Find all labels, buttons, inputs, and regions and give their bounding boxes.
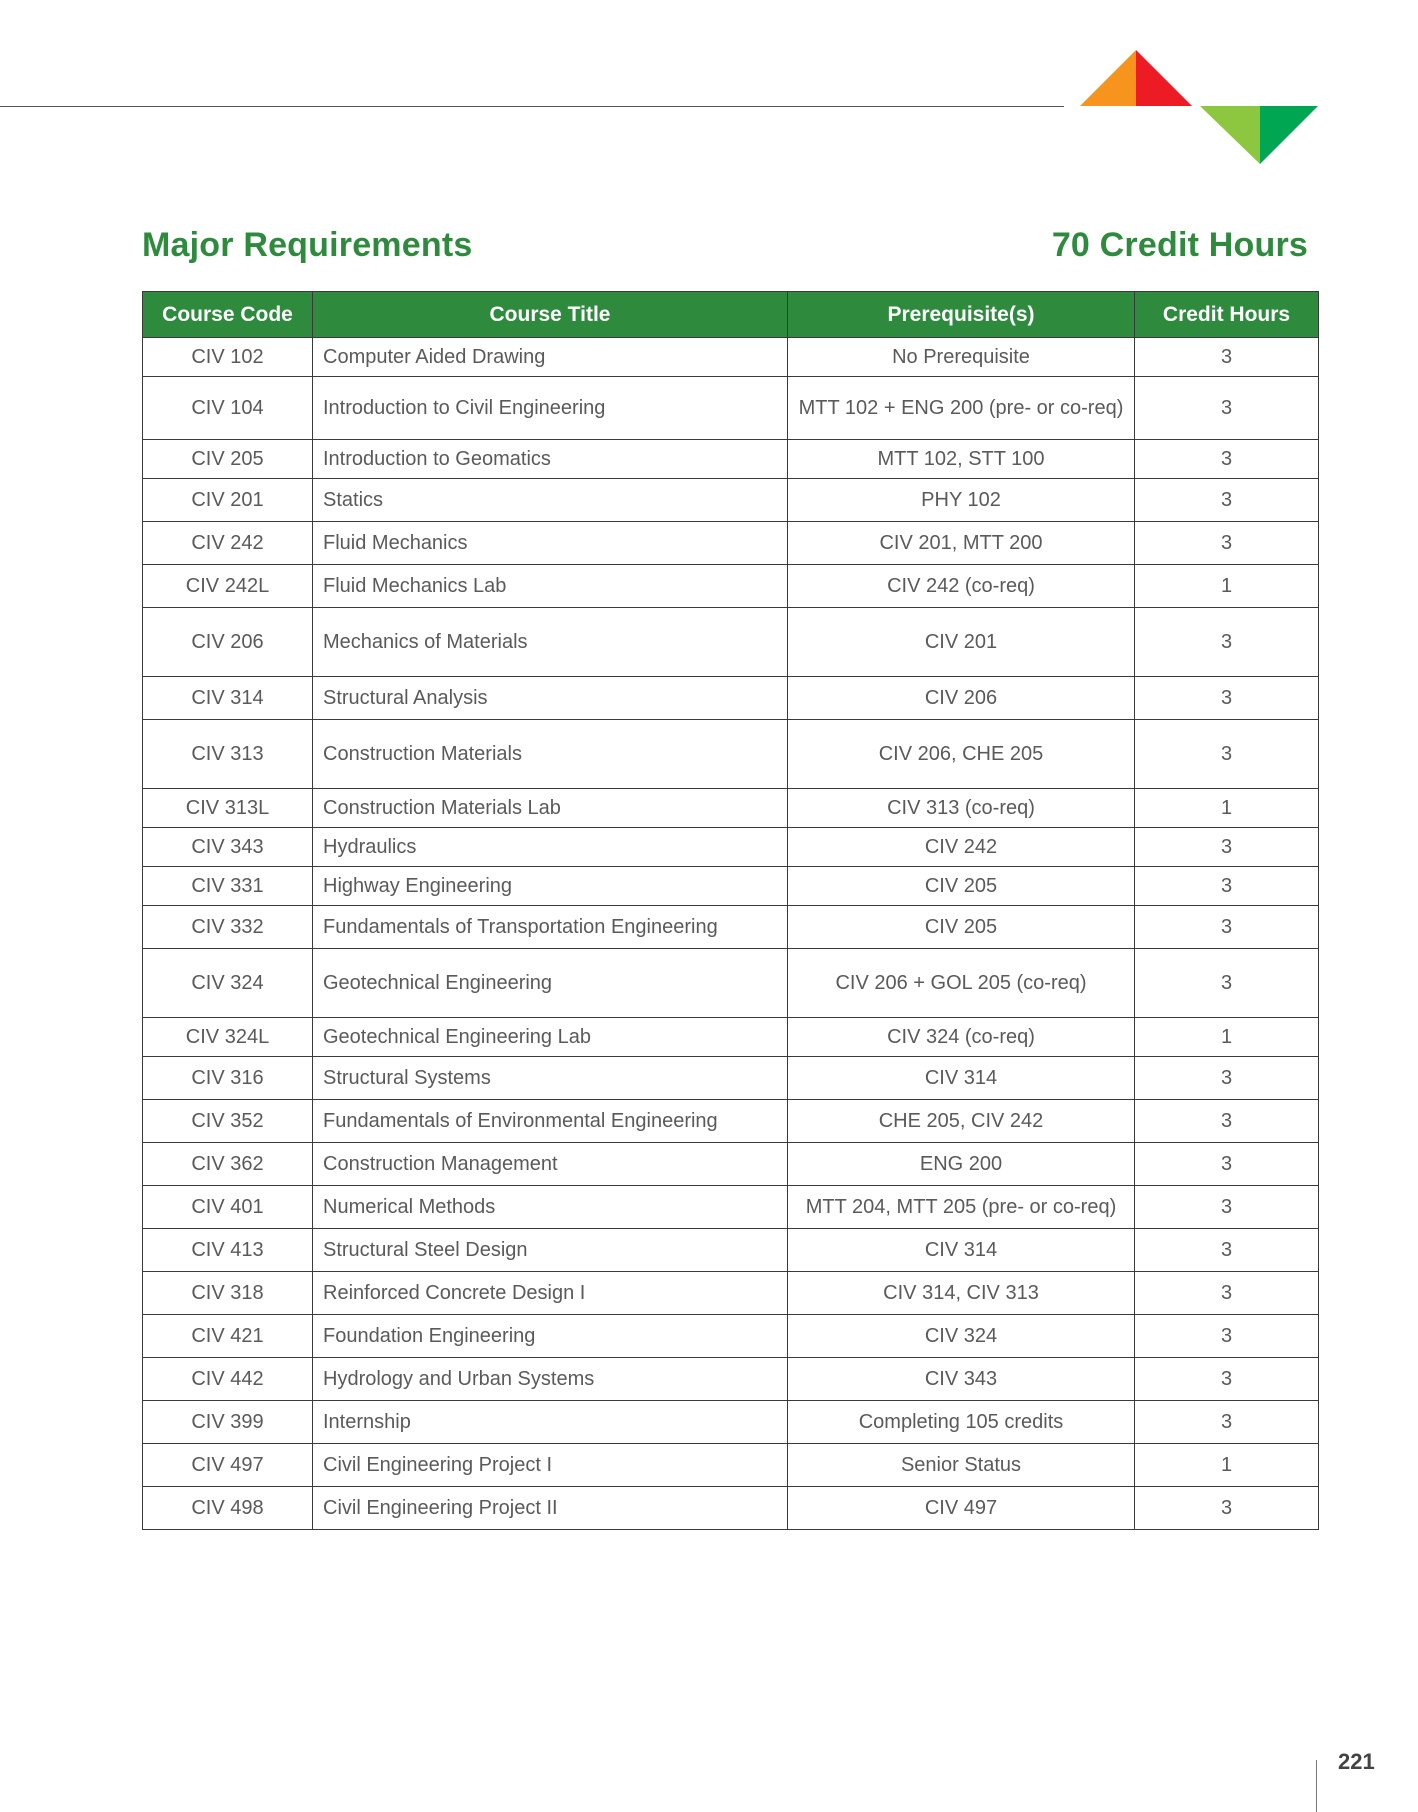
credit-hours: 3: [1135, 1487, 1319, 1530]
logo-red-triangle: [1136, 50, 1192, 106]
course-code: CIV 242: [143, 522, 313, 565]
course-title: Highway Engineering: [313, 867, 788, 906]
prerequisite: CIV 242: [788, 828, 1135, 867]
prerequisite: CIV 201: [788, 608, 1135, 677]
table-row: [143, 1487, 1319, 1530]
course-title: Fundamentals of Transportation Engineering: [313, 906, 788, 949]
table-row: [143, 949, 1319, 1018]
header-course-code: Course Code: [143, 292, 313, 338]
credit-hours: 3: [1135, 867, 1319, 906]
course-code: CIV 413: [143, 1229, 313, 1272]
table-row: [143, 1229, 1319, 1272]
prerequisite: Completing 105 credits: [788, 1401, 1135, 1444]
course-code: CIV 343: [143, 828, 313, 867]
credit-hours: 3: [1135, 720, 1319, 789]
course-code: CIV 102: [143, 338, 313, 377]
course-code: CIV 206: [143, 608, 313, 677]
credit-hours: 3: [1135, 440, 1319, 479]
prerequisite: CIV 205: [788, 906, 1135, 949]
table-row: [143, 1315, 1319, 1358]
course-title: Introduction to Civil Engineering: [313, 377, 788, 440]
header-course-title: Course Title: [313, 292, 788, 338]
course-code: CIV 442: [143, 1358, 313, 1401]
credit-hours: 3: [1135, 1358, 1319, 1401]
prerequisite: CIV 324 (co-req): [788, 1018, 1135, 1057]
section-heading: [142, 226, 1308, 265]
course-title: Civil Engineering Project I: [313, 1444, 788, 1487]
prerequisite: Senior Status: [788, 1444, 1135, 1487]
table-row: [143, 720, 1319, 789]
course-title: Construction Materials: [313, 720, 788, 789]
table-row: [143, 906, 1319, 949]
prerequisite: CIV 314: [788, 1057, 1135, 1100]
course-code: CIV 324: [143, 949, 313, 1018]
table-row: [143, 377, 1319, 440]
table-row: [143, 1401, 1319, 1444]
prerequisite: ENG 200: [788, 1143, 1135, 1186]
table-row: [143, 440, 1319, 479]
table-row: [143, 828, 1319, 867]
course-code: CIV 201: [143, 479, 313, 522]
header-divider: [0, 106, 1064, 107]
credit-hours: 3: [1135, 828, 1319, 867]
course-code: CIV 421: [143, 1315, 313, 1358]
course-title: Internship: [313, 1401, 788, 1444]
credit-hours: 3: [1135, 1272, 1319, 1315]
credit-hours: 3: [1135, 1401, 1319, 1444]
prerequisite: CIV 314, CIV 313: [788, 1272, 1135, 1315]
course-code: CIV 497: [143, 1444, 313, 1487]
logo-light-green-triangle: [1200, 106, 1260, 164]
course-title: Civil Engineering Project II: [313, 1487, 788, 1530]
table-row: [143, 565, 1319, 608]
logo-dark-green-triangle: [1260, 106, 1318, 164]
table-row: [143, 1057, 1319, 1100]
triangle-logo: [1080, 50, 1320, 164]
course-title: Fluid Mechanics Lab: [313, 565, 788, 608]
credit-hours: 1: [1135, 789, 1319, 828]
table-row: [143, 522, 1319, 565]
course-title: Structural Steel Design: [313, 1229, 788, 1272]
prerequisite: MTT 204, MTT 205 (pre- or co-req): [788, 1186, 1135, 1229]
footer-divider: [1316, 1760, 1317, 1812]
prerequisite: CIV 343: [788, 1358, 1135, 1401]
course-title: Numerical Methods: [313, 1186, 788, 1229]
header-prerequisites: Prerequisite(s): [788, 292, 1135, 338]
course-code: CIV 104: [143, 377, 313, 440]
page-number: 221: [1338, 1749, 1375, 1774]
course-title: Introduction to Geomatics: [313, 440, 788, 479]
table-row: [143, 1444, 1319, 1487]
table-row: [143, 1272, 1319, 1315]
major-requirements-table: [142, 291, 1319, 1530]
course-title: Hydraulics: [313, 828, 788, 867]
course-title: Statics: [313, 479, 788, 522]
header-credit-hours: Credit Hours: [1135, 292, 1319, 338]
credit-hours: 3: [1135, 1100, 1319, 1143]
credit-hours-total: 70 Credit Hours: [1051, 226, 1308, 264]
credit-hours: 3: [1135, 479, 1319, 522]
course-title: Computer Aided Drawing: [313, 338, 788, 377]
course-title: Geotechnical Engineering: [313, 949, 788, 1018]
prerequisite: CIV 242 (co-req): [788, 565, 1135, 608]
course-code: CIV 498: [143, 1487, 313, 1530]
table-row: [143, 338, 1319, 377]
course-code: CIV 332: [143, 906, 313, 949]
credit-hours: 3: [1135, 906, 1319, 949]
prerequisite: No Prerequisite: [788, 338, 1135, 377]
course-code: CIV 324L: [143, 1018, 313, 1057]
table-row: [143, 867, 1319, 906]
course-code: CIV 399: [143, 1401, 313, 1444]
table-row: [143, 1143, 1319, 1186]
course-title: Reinforced Concrete Design I: [313, 1272, 788, 1315]
prerequisite: CIV 201, MTT 200: [788, 522, 1135, 565]
table-row: [143, 1018, 1319, 1057]
credit-hours: 1: [1135, 565, 1319, 608]
credit-hours: 3: [1135, 1186, 1319, 1229]
credit-hours: 3: [1135, 1057, 1319, 1100]
credit-hours: 3: [1135, 1315, 1319, 1358]
course-title: Geotechnical Engineering Lab: [313, 1018, 788, 1057]
prerequisite: CHE 205, CIV 242: [788, 1100, 1135, 1143]
course-title: Construction Management: [313, 1143, 788, 1186]
prerequisite: MTT 102, STT 100: [788, 440, 1135, 479]
course-code: CIV 242L: [143, 565, 313, 608]
prerequisite: CIV 497: [788, 1487, 1135, 1530]
course-title: Hydrology and Urban Systems: [313, 1358, 788, 1401]
course-code: CIV 316: [143, 1057, 313, 1100]
credit-hours: 3: [1135, 1229, 1319, 1272]
table-row: [143, 1358, 1319, 1401]
course-code: CIV 362: [143, 1143, 313, 1186]
course-code: CIV 313L: [143, 789, 313, 828]
course-title: Foundation Engineering: [313, 1315, 788, 1358]
credit-hours: 1: [1135, 1444, 1319, 1487]
table-row: [143, 789, 1319, 828]
course-title: Fundamentals of Environmental Engineering: [313, 1100, 788, 1143]
table-row: [143, 1186, 1319, 1229]
credit-hours: 3: [1135, 949, 1319, 1018]
credit-hours: 3: [1135, 377, 1319, 440]
prerequisite: PHY 102: [788, 479, 1135, 522]
table-row: [143, 677, 1319, 720]
prerequisite: CIV 205: [788, 867, 1135, 906]
prerequisite: MTT 102 + ENG 200 (pre- or co-req): [788, 377, 1135, 440]
course-code: CIV 318: [143, 1272, 313, 1315]
course-title: Structural Analysis: [313, 677, 788, 720]
course-title: Fluid Mechanics: [313, 522, 788, 565]
credit-hours: 1: [1135, 1018, 1319, 1057]
credit-hours: 3: [1135, 608, 1319, 677]
table-row: [143, 1100, 1319, 1143]
course-code: CIV 314: [143, 677, 313, 720]
credit-hours: 3: [1135, 338, 1319, 377]
credit-hours: 3: [1135, 1143, 1319, 1186]
course-code: CIV 352: [143, 1100, 313, 1143]
credit-hours: 3: [1135, 677, 1319, 720]
prerequisite: CIV 314: [788, 1229, 1135, 1272]
course-code: CIV 331: [143, 867, 313, 906]
prerequisite: CIV 206 + GOL 205 (co-req): [788, 949, 1135, 1018]
course-code: CIV 313: [143, 720, 313, 789]
table-row: [143, 608, 1319, 677]
course-title: Mechanics of Materials: [313, 608, 788, 677]
section-title: Major Requirements: [142, 226, 473, 264]
credit-hours: 3: [1135, 522, 1319, 565]
course-code: CIV 401: [143, 1186, 313, 1229]
prerequisite: CIV 206: [788, 677, 1135, 720]
table-row: [143, 479, 1319, 522]
course-title: Structural Systems: [313, 1057, 788, 1100]
table-header-row: [143, 292, 1319, 338]
prerequisite: CIV 313 (co-req): [788, 789, 1135, 828]
logo-orange-triangle: [1080, 50, 1136, 106]
prerequisite: CIV 206, CHE 205: [788, 720, 1135, 789]
prerequisite: CIV 324: [788, 1315, 1135, 1358]
course-code: CIV 205: [143, 440, 313, 479]
course-title: Construction Materials Lab: [313, 789, 788, 828]
